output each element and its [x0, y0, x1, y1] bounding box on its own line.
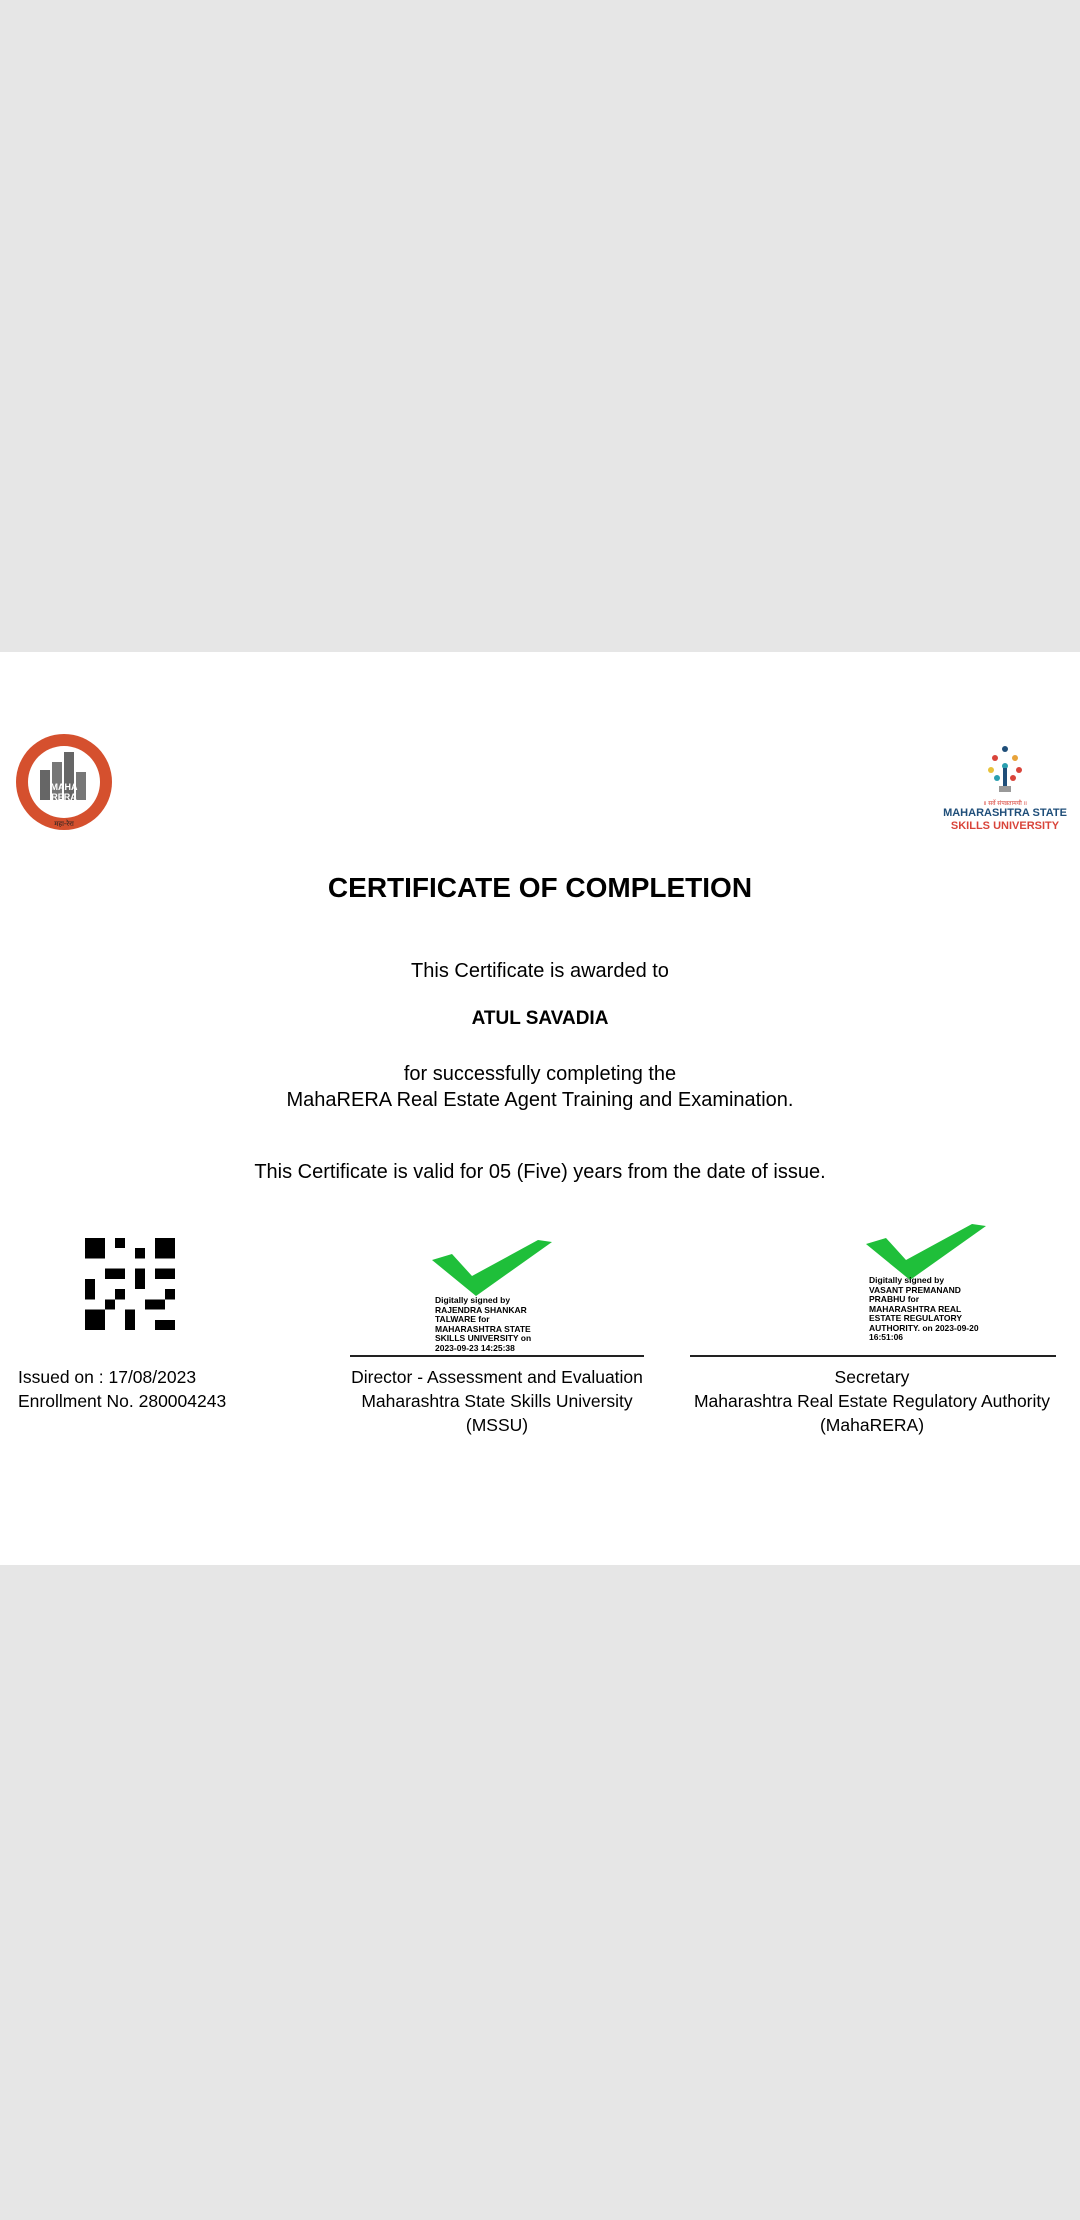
check-mark-icon — [430, 1238, 555, 1298]
tree-icon — [985, 744, 1025, 794]
signatory-2 — [672, 1365, 1072, 1437]
validity-text: This Certificate is valid for 05 (Five) years from the date of issue. — [254, 1161, 826, 1183]
svg-text:महा-रेरा: महा-रेरा — [54, 821, 74, 828]
check-mark-icon — [864, 1222, 989, 1282]
signatory-title: Secretary — [834, 1367, 910, 1387]
certificate-title: CERTIFICATE OF COMPLETION — [327, 872, 753, 903]
certificate — [0, 652, 1080, 1565]
svg-text:MAHA: MAHA — [50, 782, 78, 792]
mssu-name-1: MAHARASHTRA STATE — [943, 807, 1067, 819]
signatory-org: Maharashtra Real Estate Regulatory Authority — [693, 1391, 1050, 1411]
signature-line-1 — [350, 1355, 644, 1357]
digital-signature-1: Digitally signed by RAJENDRA SHANKAR TALWARE for MAHARASHTRA STATE SKILLS UNIVERSITY on 2023-09-23 14:25:38 — [435, 1295, 532, 1353]
qr-code[interactable] — [85, 1238, 175, 1330]
signatory-title: Director - Assessment and Evaluation — [351, 1367, 643, 1387]
maharera-logo — [14, 732, 114, 832]
digital-signature-2: Digitally signed by VASANT PREMANAND PRABHU for MAHARASHTRA REAL ESTATE REGULATORY AUTHORITY. on 2023-09-20 16:51:06 — [869, 1275, 979, 1342]
awarded-to-text: This Certificate is awarded to — [411, 960, 669, 982]
signatory-org: Maharashtra State Skills University — [361, 1391, 633, 1411]
completion-line-1: for successfully completing the — [403, 1063, 677, 1085]
mssu-name-2: SKILLS UNIVERSITY — [950, 820, 1060, 832]
mssu-logo — [935, 744, 1075, 839]
mssu-motto: ॥ सर्वे संपन्नतामयी ॥ — [982, 801, 1028, 807]
signatory-abbr: (MahaRERA) — [819, 1415, 925, 1435]
enrollment-number: Enrollment No. 280004243 — [18, 1391, 227, 1411]
signatory-1 — [330, 1365, 664, 1437]
completion-line-2: MahaRERA Real Estate Agent Training and Examination. — [286, 1089, 794, 1111]
issue-info — [18, 1365, 226, 1413]
signature-line-2 — [690, 1355, 1056, 1357]
svg-text:RERA: RERA — [51, 792, 77, 802]
issued-on: Issued on : 17/08/2023 — [18, 1367, 197, 1387]
recipient-name: ATUL SAVADIA — [471, 1008, 609, 1029]
signatory-abbr: (MSSU) — [465, 1415, 529, 1435]
